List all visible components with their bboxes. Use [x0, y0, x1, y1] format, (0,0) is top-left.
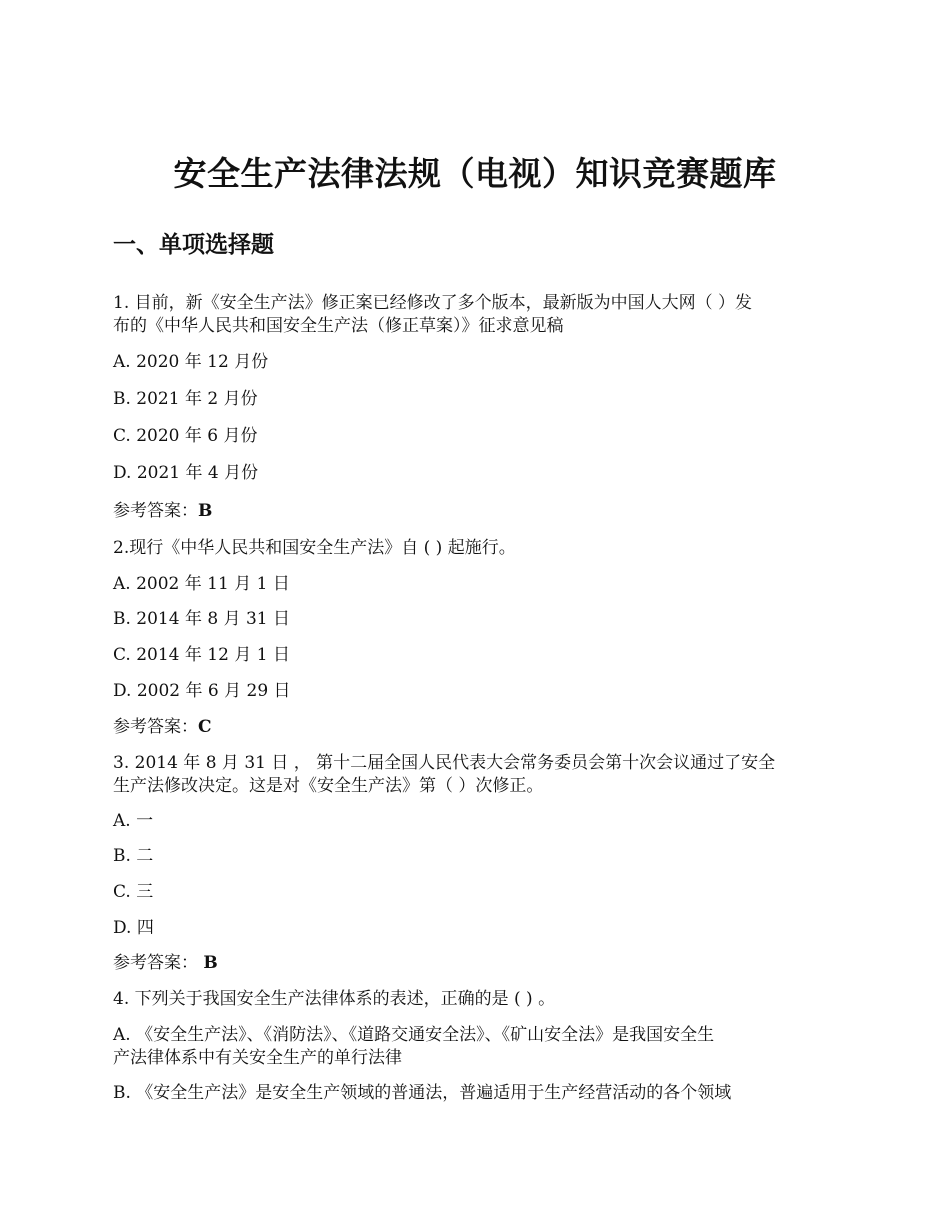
question-2-stem: 2.现行《中华人民共和国安全生产法》自 ( ) 起施行。 [113, 538, 516, 558]
answer-label: 参考答案： [113, 717, 198, 737]
answer-value: C [198, 717, 212, 737]
question-3-option-b: B. 二 [113, 846, 154, 866]
answer-value: B [203, 953, 218, 973]
question-1-answer [113, 500, 828, 523]
question-2-option-c: C. 2014 年 12 月 1 日 [113, 645, 290, 665]
question-1-stem-prefix: 布的 [113, 316, 147, 336]
document-title: 安全生产法律法规（电视）知识竞赛题库 [173, 154, 777, 193]
question-2-answer [113, 716, 828, 739]
question-3-option-d: D. 四 [113, 918, 154, 938]
question-1-option-c: C. 2020 年 6 月份 [113, 426, 258, 446]
answer-label: 参考答案： [113, 953, 204, 973]
question-4-option-a-line-2: 产法律体系中有关安全生产的单行法律 [113, 1048, 402, 1068]
question-3-stem-line-1: 3. 2014 年 8 月 31 日 ， 第十二届全国人民代表大会常务委员会第十次会议通过了安全 [113, 753, 776, 773]
question-1-option-a: A. 2020 年 12 月份 [113, 352, 269, 372]
question-1-option-d: D. 2021 年 4 月份 [113, 463, 259, 483]
question-4-stem: 4. 下列关于我国安全生产法律体系的表述，正确的是 ( ) 。 [113, 989, 556, 1009]
question-3-option-a: A. 一 [113, 811, 154, 831]
answer-label: 参考答案： [113, 501, 198, 521]
question-4-option-b: B. 《安全生产法》是安全生产领域的普通法，普遍适用于生产经营活动的各个领域 [113, 1083, 732, 1103]
question-1-stem-law-name: 《中华人民共和国安全生产法（修正草案）》 [147, 316, 479, 336]
question-1-option-b: B. 2021 年 2 月份 [113, 389, 258, 409]
question-1-stem-suffix: 征求意见稿 [478, 316, 564, 336]
question-3-answer [113, 952, 828, 975]
question-3-option-c: C. 三 [113, 882, 154, 902]
question-1-stem-line-1: 1. 目前，新《安全生产法》修正案已经修改了多个版本，最新版为中国人大网（ ）发 [113, 293, 753, 313]
answer-value: B [198, 501, 213, 521]
question-2-option-d: D. 2002 年 6 月 29 日 [113, 681, 291, 701]
question-1-stem-line-2 [113, 315, 828, 338]
question-3-stem-line-2: 生产法修改决定。这是对《安全生产法》第（ ）次修正。 [113, 776, 544, 796]
section-heading: 一、单项选择题 [113, 231, 274, 258]
question-4-option-a-line-1: A. 《安全生产法》、《消防法》、《道路交通安全法》、《矿山安全法》是我国安全生 [113, 1025, 715, 1045]
question-2-option-a: A. 2002 年 11 月 1 日 [113, 574, 290, 594]
question-2-option-b: B. 2014 年 8 月 31 日 [113, 609, 291, 629]
